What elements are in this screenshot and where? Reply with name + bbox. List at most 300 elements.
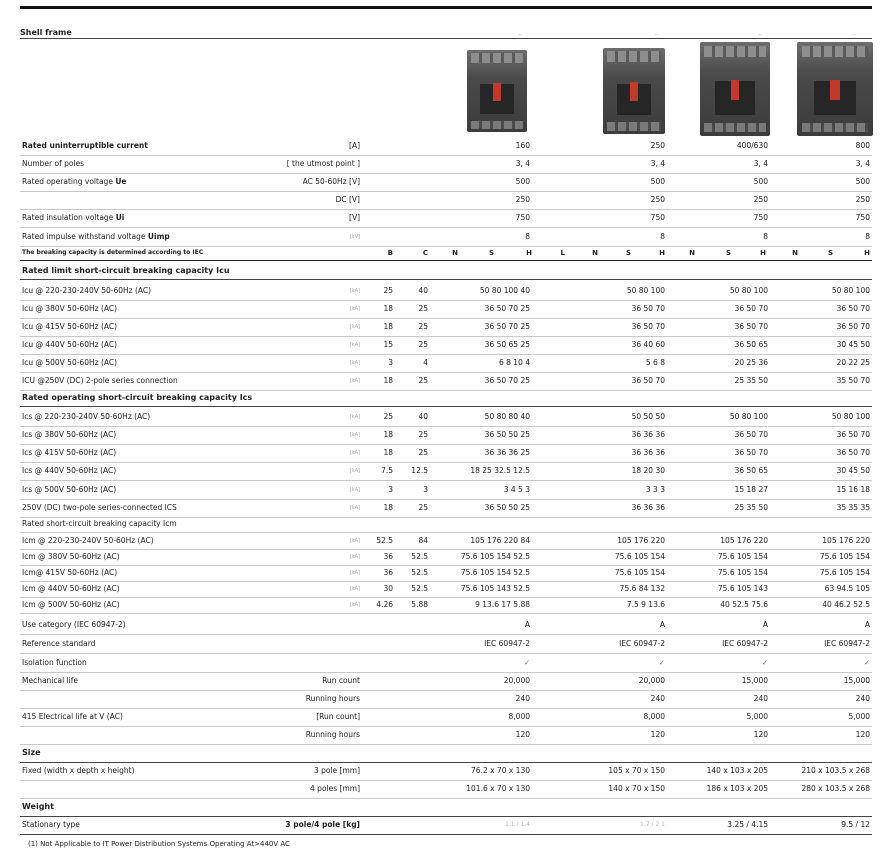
- row-unit: [kA]: [349, 602, 360, 608]
- class-letter: S: [625, 249, 631, 257]
- row-label: Icu @ 500V 50-60Hz (AC): [22, 358, 118, 367]
- frame-marker: --: [655, 31, 660, 38]
- row-value: 1.1 / 1.4: [505, 821, 530, 828]
- class-letter: N: [689, 249, 695, 257]
- row-label: Icu @ 220-230-240V 50-60Hz (AC): [22, 286, 152, 295]
- table-row: [20, 390, 872, 407]
- row-unit: [kA]: [349, 432, 360, 438]
- table-row: [20, 549, 872, 566]
- row-unit: [A]: [349, 141, 360, 150]
- row-value: 75.6 105 143 52.5: [460, 584, 530, 593]
- row-label: Ics @ 415V 50-60Hz (AC): [22, 448, 117, 457]
- row-value-c: 25: [418, 322, 428, 331]
- row-value: 50 80 100: [831, 286, 870, 295]
- table-row: [20, 426, 872, 445]
- table-row: [20, 228, 872, 247]
- row-value: 75.6 105 154: [819, 568, 870, 577]
- row-value: 18 20 30: [631, 466, 665, 475]
- breaker-image-250: [603, 48, 665, 134]
- class-letter: C: [422, 249, 428, 257]
- row-value: 20,000: [503, 676, 530, 685]
- row-unit: 3 pole/4 pole [kg]: [285, 820, 360, 829]
- row-value: 5 6 8: [645, 358, 665, 367]
- row-value: 20,000: [638, 676, 665, 685]
- row-label: Icm @ 440V 50-60Hz (AC): [22, 584, 120, 593]
- row-unit: 3 pole [mm]: [313, 766, 360, 775]
- class-letter: H: [760, 249, 766, 257]
- row-value: ✓: [523, 658, 530, 667]
- table-row: [20, 173, 872, 192]
- row-label-text: Rated uninterruptible current: [22, 141, 148, 150]
- row-value: 18 25 32.5 12.5: [470, 466, 530, 475]
- row-value-b: 30: [383, 584, 393, 593]
- row-value: 120: [515, 730, 530, 739]
- row-value-c: 25: [418, 340, 428, 349]
- row-label: Ics @ 440V 50-60Hz (AC): [22, 466, 117, 475]
- row-value: 500: [650, 177, 665, 186]
- row-label: Icm @ 220-230-240V 50-60Hz (AC): [22, 536, 154, 545]
- row-value: 500: [515, 177, 530, 186]
- row-label: Fixed (width x depth x height): [22, 766, 135, 775]
- row-value: 63 94.5 105: [824, 584, 870, 593]
- frame-marker: --: [518, 31, 523, 38]
- row-value-b: 18: [383, 448, 393, 457]
- row-value: 15,000: [843, 676, 870, 685]
- row-value: 160: [515, 141, 530, 150]
- row-value: 240: [855, 694, 870, 703]
- row-value: 36 50 65 25: [484, 340, 530, 349]
- row-value-b: 18: [383, 503, 393, 512]
- row-value: 9.5 / 12: [841, 820, 870, 829]
- row-value: 3 4 5 3: [503, 485, 530, 494]
- row-value: 5,000: [848, 712, 870, 721]
- row-label: Icm@ 415V 50-60Hz (AC): [22, 568, 118, 577]
- row-value: 36 36 36: [631, 448, 665, 457]
- row-value: 400/630: [736, 141, 768, 150]
- row-unit: Running hours: [305, 730, 360, 739]
- row-value: 75.6 105 154: [717, 552, 768, 561]
- row-value: 36 36 36: [631, 503, 665, 512]
- row-value: 210 x 103.5 x 268: [801, 766, 870, 775]
- table-row: [20, 372, 872, 391]
- table-row: [20, 336, 872, 355]
- row-value: 250: [650, 195, 665, 204]
- row-value: ✓: [761, 658, 768, 667]
- row-label: Icm @ 380V 50-60Hz (AC): [22, 552, 120, 561]
- section-title: Size: [22, 748, 41, 757]
- row-value: 36 50 70 25: [484, 304, 530, 313]
- frame-marker: --: [758, 31, 763, 38]
- row-value: 75.6 105 154 52.5: [460, 552, 530, 561]
- row-value: 101.6 x 70 x 130: [466, 784, 530, 793]
- row-value-b: 25: [383, 412, 393, 421]
- row-value-b: 3: [388, 485, 393, 494]
- row-value: 50 80 100 40: [479, 286, 530, 295]
- row-value: 75.6 105 154: [819, 552, 870, 561]
- row-value: 36 50 70 25: [484, 376, 530, 385]
- row-value: 8: [763, 232, 768, 241]
- row-value: 105 x 70 x 150: [608, 766, 665, 775]
- row-unit: Running hours: [305, 694, 360, 703]
- row-value: 500: [753, 177, 768, 186]
- row-label: Icu @ 415V 50-60Hz (AC): [22, 322, 118, 331]
- class-letter: S: [488, 249, 494, 257]
- row-value: 36 50 70 25: [484, 322, 530, 331]
- row-unit: [Run count]: [316, 712, 360, 721]
- table-row: [20, 780, 872, 799]
- table-row: [20, 798, 872, 817]
- breaker-image-160: [467, 50, 527, 132]
- row-unit: DC [V]: [335, 195, 360, 204]
- row-label: ICU @250V (DC) 2-pole series connection: [22, 376, 178, 385]
- table-row: [20, 282, 872, 301]
- class-letter: N: [592, 249, 598, 257]
- class-letter: H: [864, 249, 870, 257]
- row-value-c: 25: [418, 376, 428, 385]
- top-rule: [20, 6, 872, 9]
- row-value: 36 50 70: [836, 448, 870, 457]
- row-value: A: [524, 620, 530, 629]
- row-unit: [kA]: [349, 586, 360, 592]
- row-unit: [kA]: [349, 505, 360, 511]
- row-value: 3, 4: [753, 159, 768, 168]
- table-row: [20, 690, 872, 709]
- row-value: 15 16 18: [836, 485, 870, 494]
- row-value: 186 x 103 x 205: [706, 784, 768, 793]
- row-value-c: 52.5: [411, 584, 428, 593]
- row-value-c: 25: [418, 503, 428, 512]
- row-value: 40 52.5 75.6: [720, 600, 768, 609]
- row-value: 1.7 / 2.1: [640, 821, 665, 828]
- row-value: 36 50 70: [631, 376, 665, 385]
- row-value: 75.6 105 143: [717, 584, 768, 593]
- row-label: [22, 173, 127, 191]
- row-value: IEC 60947-2: [619, 639, 665, 648]
- row-value: 36 50 70: [734, 304, 768, 313]
- row-value: 36 50 70: [734, 430, 768, 439]
- table-row: [20, 444, 872, 463]
- row-value-c: 12.5: [411, 466, 428, 475]
- row-value: 8: [865, 232, 870, 241]
- row-label: Ics @ 500V 50-60Hz (AC): [22, 485, 117, 494]
- breaker-image-400-630: [700, 42, 770, 136]
- row-label: [22, 155, 84, 173]
- row-label-text: Number of poles: [22, 159, 85, 168]
- row-value: 75.6 105 154 52.5: [460, 568, 530, 577]
- table-row: [20, 762, 872, 781]
- row-unit: AC 50-60Hz [V]: [302, 177, 360, 186]
- row-value: 75.6 105 154: [717, 568, 768, 577]
- row-value: 120: [855, 730, 870, 739]
- breaking-note: The breaking capacity is determined according to IEC: [22, 249, 204, 256]
- row-value: 75.6 105 154: [614, 568, 665, 577]
- row-value: 35 50 70: [836, 376, 870, 385]
- row-value: IEC 60947-2: [824, 639, 870, 648]
- row-value: 280 x 103.5 x 268: [801, 784, 870, 793]
- table-row: [20, 137, 872, 156]
- row-value: 3, 4: [650, 159, 665, 168]
- row-value: 36 50 70: [836, 430, 870, 439]
- row-value: ✓: [863, 658, 870, 667]
- row-unit: 4 poles [mm]: [310, 784, 360, 793]
- table-row: [20, 565, 872, 582]
- row-value: 50 80 80 40: [484, 412, 530, 421]
- row-value: 240: [650, 694, 665, 703]
- row-label-text: Rated insulation voltage: [22, 213, 116, 222]
- row-unit: [kA]: [349, 468, 360, 474]
- table-row: [20, 816, 872, 835]
- row-label: Mechanical life: [22, 676, 79, 685]
- row-label: [22, 209, 124, 227]
- row-unit: [kA]: [349, 487, 360, 493]
- table-row: [20, 408, 872, 427]
- row-value-c: 5.88: [411, 600, 428, 609]
- row-unit: [kA]: [349, 306, 360, 312]
- row-label: Stationary type: [22, 820, 80, 829]
- table-row: [20, 516, 872, 533]
- row-value: 36 36 36: [631, 430, 665, 439]
- row-value: 50 80 100: [626, 286, 665, 295]
- class-letter: L: [560, 249, 565, 257]
- row-unit: [kA]: [349, 324, 360, 330]
- row-value: 36 40 60: [631, 340, 665, 349]
- row-value: 250: [650, 141, 665, 150]
- row-value: 35 35 35: [836, 503, 870, 512]
- row-value: 3 3 3: [645, 485, 665, 494]
- row-value: 750: [855, 213, 870, 222]
- table-row: [20, 263, 872, 280]
- row-value: 36 50 70: [631, 322, 665, 331]
- row-unit: Run count: [322, 676, 360, 685]
- row-value: 250: [515, 195, 530, 204]
- row-value-c: 40: [418, 412, 428, 421]
- row-value: 6 8 10 4: [498, 358, 530, 367]
- row-value-b: 7.5: [381, 466, 393, 475]
- row-value: 76.2 x 70 x 130: [471, 766, 530, 775]
- row-value-b: 36: [383, 552, 393, 561]
- table-row: [20, 209, 872, 228]
- row-unit: [kA]: [349, 378, 360, 384]
- row-label: Icu @ 380V 50-60Hz (AC): [22, 304, 118, 313]
- row-value: 140 x 70 x 150: [608, 784, 665, 793]
- row-value: 105 176 220 84: [470, 536, 530, 545]
- row-value-b: 36: [383, 568, 393, 577]
- row-value: 36 50 50 25: [484, 430, 530, 439]
- row-label: 415 Electrical life at V (AC): [22, 712, 123, 721]
- row-value: 250: [753, 195, 768, 204]
- row-unit: [kV]: [349, 234, 360, 240]
- row-label-bold: Ue: [115, 177, 127, 186]
- row-value: 36 50 70: [836, 322, 870, 331]
- section-title: Rated limit short-circuit breaking capacity Icu: [22, 266, 230, 275]
- row-value-b: 25: [383, 286, 393, 295]
- row-unit: [V]: [349, 213, 360, 222]
- class-letter: H: [526, 249, 532, 257]
- row-value: 750: [753, 213, 768, 222]
- row-value: 20 25 36: [734, 358, 768, 367]
- row-value: A: [762, 620, 768, 629]
- row-label-text: Rated impulse withstand voltage: [22, 232, 148, 241]
- row-label: Isolation function: [22, 658, 87, 667]
- table-row: [20, 318, 872, 337]
- table-row: [20, 635, 872, 654]
- row-label: 250V (DC) two-pole series-connected ICS: [22, 503, 177, 512]
- row-value: 8: [660, 232, 665, 241]
- class-letter: N: [792, 249, 798, 257]
- row-value: 36 36 36 25: [484, 448, 530, 457]
- row-value: 240: [753, 694, 768, 703]
- section-title: Rated operating short-circuit breaking capacity Ics: [22, 393, 253, 402]
- row-value-c: 52.5: [411, 568, 428, 577]
- row-value: IEC 60947-2: [484, 639, 530, 648]
- class-letter: S: [725, 249, 731, 257]
- table-row: [20, 708, 872, 727]
- row-value: 36 50 70: [836, 304, 870, 313]
- row-value-c: 84: [418, 536, 428, 545]
- row-value: 7.5 9 13.6: [626, 600, 665, 609]
- row-label: Ics @ 380V 50-60Hz (AC): [22, 430, 117, 439]
- row-value: 3, 4: [515, 159, 530, 168]
- table-row: [20, 246, 872, 261]
- row-value: A: [864, 620, 870, 629]
- row-value-b: 18: [383, 376, 393, 385]
- row-label: Use category (IEC 60947-2): [22, 620, 126, 629]
- row-value-b: 15: [383, 340, 393, 349]
- class-letter: S: [827, 249, 833, 257]
- row-value: 20 22 25: [836, 358, 870, 367]
- row-value: 500: [855, 177, 870, 186]
- row-value: 105 176 220: [720, 536, 768, 545]
- row-value: 240: [515, 694, 530, 703]
- frame-marker: --: [852, 31, 857, 38]
- row-value: A: [659, 620, 665, 629]
- row-value: 9 13.6 17 5.88: [475, 600, 530, 609]
- row-label: Icu @ 440V 50-60Hz (AC): [22, 340, 118, 349]
- row-value-c: 4: [423, 358, 428, 367]
- row-value-c: 25: [418, 448, 428, 457]
- row-value: 40 46.2 52.5: [822, 600, 870, 609]
- row-value: 800: [855, 141, 870, 150]
- row-value: 8: [525, 232, 530, 241]
- table-row: [20, 581, 872, 598]
- row-value: IEC 60947-2: [722, 639, 768, 648]
- row-value: 25 35 50: [734, 503, 768, 512]
- row-value-b: 3: [388, 358, 393, 367]
- class-letter: H: [659, 249, 665, 257]
- row-value-c: 3: [423, 485, 428, 494]
- row-value-b: 52.5: [376, 536, 393, 545]
- table-row: [20, 533, 872, 550]
- class-letter: B: [387, 249, 393, 257]
- row-unit: [kA]: [349, 414, 360, 420]
- row-unit: [kA]: [349, 570, 360, 576]
- row-label: Icm @ 500V 50-60Hz (AC): [22, 600, 120, 609]
- table-row: [20, 354, 872, 373]
- row-unit: [ the utmost point ]: [286, 159, 360, 168]
- table-row: [20, 654, 872, 673]
- table-row: [20, 462, 872, 481]
- section-title: Weight: [22, 802, 54, 811]
- row-label: Ics @ 220-230-240V 50-60Hz (AC): [22, 412, 151, 421]
- table-row: [20, 616, 872, 635]
- row-value: 30 45 50: [836, 466, 870, 475]
- row-label: [22, 137, 148, 155]
- table-row: [20, 300, 872, 319]
- row-value: 8,000: [643, 712, 665, 721]
- row-value: 50 80 100: [831, 412, 870, 421]
- row-value-c: 25: [418, 430, 428, 439]
- row-value: 50 80 100: [729, 286, 768, 295]
- shell-frame-rule: [20, 38, 872, 39]
- row-value: 75.6 105 154: [614, 552, 665, 561]
- row-value: 750: [515, 213, 530, 222]
- row-value: 750: [650, 213, 665, 222]
- row-value-b: 18: [383, 322, 393, 331]
- row-value: 36 50 70: [734, 322, 768, 331]
- row-value: 25 35 50: [734, 376, 768, 385]
- row-unit: [kA]: [349, 554, 360, 560]
- row-unit: [kA]: [349, 360, 360, 366]
- table-row: [20, 481, 872, 500]
- row-label: [22, 228, 170, 246]
- table-row: [20, 597, 872, 614]
- row-value: 50 80 100: [729, 412, 768, 421]
- row-value: 105 176 220: [617, 536, 665, 545]
- row-label-text: Rated operating voltage: [22, 177, 116, 186]
- row-value: 15,000: [741, 676, 768, 685]
- class-letter: N: [452, 249, 458, 257]
- row-value: 120: [753, 730, 768, 739]
- row-value: 36 50 70: [631, 304, 665, 313]
- row-value-b: 18: [383, 304, 393, 313]
- table-row: [20, 744, 872, 763]
- row-value: 15 18 27: [734, 485, 768, 494]
- row-value-c: 25: [418, 304, 428, 313]
- row-value: 8,000: [508, 712, 530, 721]
- row-value: 36 50 50 25: [484, 503, 530, 512]
- row-value: 75.6 84 132: [619, 584, 665, 593]
- table-row: [20, 191, 872, 210]
- row-value-b: 4.26: [376, 600, 393, 609]
- row-value: 36 50 65: [734, 340, 768, 349]
- row-label-bold: Uimp: [147, 232, 170, 241]
- row-unit: [kA]: [349, 288, 360, 294]
- row-value: 3.25 / 4.15: [727, 820, 768, 829]
- row-value-c: 52.5: [411, 552, 428, 561]
- row-label-bold: Ui: [115, 213, 125, 222]
- breaker-image-800: [797, 42, 873, 136]
- row-value: 250: [855, 195, 870, 204]
- table-row: [20, 155, 872, 174]
- row-unit: [kA]: [349, 538, 360, 544]
- section-title: Rated short-circuit breaking capacity Icm: [22, 519, 177, 528]
- row-value: 140 x 103 x 205: [706, 766, 768, 775]
- row-value: 36 50 65: [734, 466, 768, 475]
- table-row: [20, 672, 872, 691]
- footnote: (1) Not Applicable to IT Power Distribution Systems Operating At>440V AC: [28, 840, 290, 848]
- row-value-c: 40: [418, 286, 428, 295]
- row-value: 3, 4: [855, 159, 870, 168]
- row-value: 50 50 50: [631, 412, 665, 421]
- row-value: 5,000: [746, 712, 768, 721]
- shell-frame-title: Shell frame: [20, 28, 72, 37]
- row-value: 105 176 220: [822, 536, 870, 545]
- table-row: [20, 726, 872, 745]
- row-unit: [kA]: [349, 342, 360, 348]
- row-value: 120: [650, 730, 665, 739]
- row-label: Reference standard: [22, 639, 96, 648]
- row-value-b: 18: [383, 430, 393, 439]
